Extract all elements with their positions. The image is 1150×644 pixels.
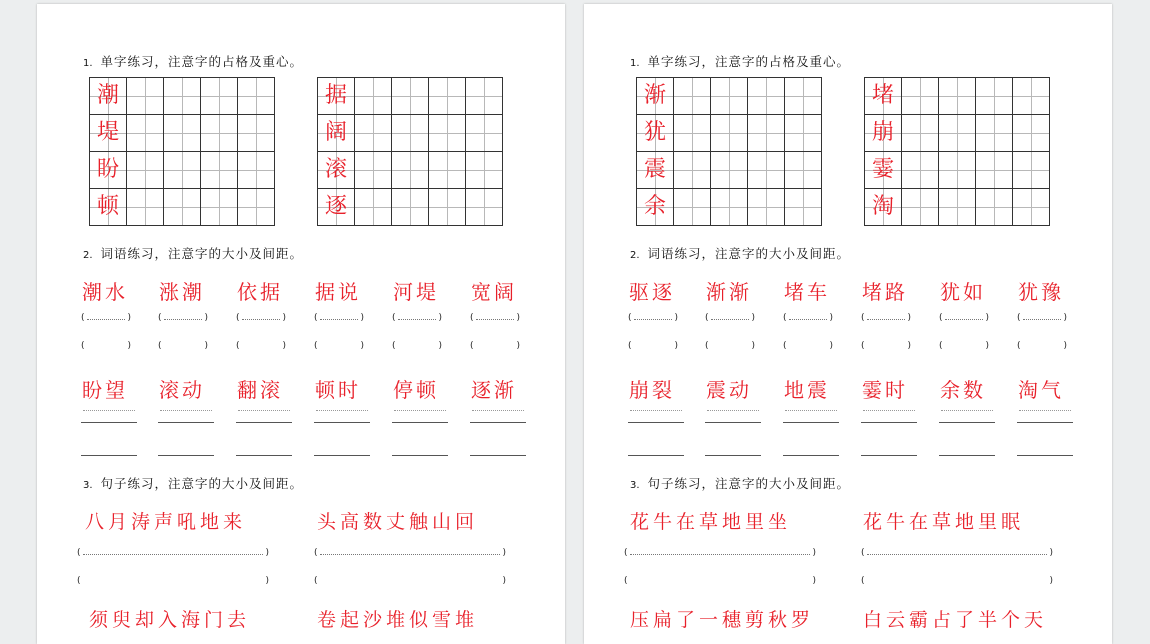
- answer-blank[interactable]: ( ): [939, 341, 989, 351]
- answer-blank[interactable]: ( ): [81, 313, 131, 323]
- answer-blank[interactable]: ( ): [783, 341, 833, 351]
- guide-line: [707, 410, 759, 411]
- guide-line: [238, 410, 290, 411]
- writing-line[interactable]: [861, 422, 917, 423]
- practice-word: 渐渐: [706, 280, 752, 304]
- section-3-heading: 3. 句子练习，注意字的大小及间距。: [83, 476, 304, 491]
- practice-word: 依据: [237, 280, 283, 304]
- practice-word: 余数: [940, 378, 986, 402]
- answer-blank[interactable]: ( ): [470, 313, 520, 323]
- practice-word: 驱逐: [629, 280, 675, 304]
- practice-word: 犹如: [940, 280, 986, 304]
- guide-line: [316, 410, 368, 411]
- answer-blank[interactable]: ( ): [314, 313, 364, 323]
- answer-blank[interactable]: ( ): [392, 341, 442, 351]
- writing-line[interactable]: [158, 422, 214, 423]
- writing-line[interactable]: [861, 455, 917, 456]
- practice-word: 淘气: [1018, 378, 1064, 402]
- answer-blank[interactable]: ( ): [861, 313, 911, 323]
- guide-line: [785, 410, 837, 411]
- grid-char: 堤: [90, 115, 127, 152]
- answer-blank[interactable]: ( ): [861, 341, 911, 351]
- answer-blank[interactable]: ( ): [624, 548, 816, 558]
- answer-blank[interactable]: ( ): [624, 576, 816, 586]
- writing-line[interactable]: [314, 422, 370, 423]
- writing-line[interactable]: [392, 422, 448, 423]
- answer-blank[interactable]: ( ): [1017, 313, 1067, 323]
- writing-line[interactable]: [705, 422, 761, 423]
- sentence: 卷起沙堆似雪堆: [317, 609, 479, 631]
- answer-blank[interactable]: ( ): [77, 576, 269, 586]
- practice-word: 据说: [315, 280, 361, 304]
- practice-word: 逐渐: [471, 378, 517, 402]
- answer-blank[interactable]: ( ): [314, 548, 506, 558]
- grid-char: 余: [637, 189, 674, 226]
- practice-word: 滚动: [159, 378, 205, 402]
- grid-char: 据: [318, 78, 355, 115]
- writing-line[interactable]: [236, 455, 292, 456]
- writing-line[interactable]: [158, 455, 214, 456]
- writing-line[interactable]: [783, 422, 839, 423]
- answer-blank[interactable]: ( ): [1017, 341, 1067, 351]
- grid-char: 犹: [637, 115, 674, 152]
- practice-word: 堵车: [784, 280, 830, 304]
- answer-blank[interactable]: ( ): [81, 341, 131, 351]
- grid-char: 堵: [865, 78, 902, 115]
- answer-blank[interactable]: ( ): [314, 341, 364, 351]
- practice-word: 翻滚: [237, 378, 283, 402]
- writing-line[interactable]: [236, 422, 292, 423]
- grid-char: 逐: [318, 189, 355, 226]
- section-1-heading: 1. 单字练习，注意字的占格及重心。: [630, 54, 851, 69]
- practice-word: 河堤: [393, 280, 439, 304]
- answer-blank[interactable]: ( ): [628, 313, 678, 323]
- grid-char: 霎: [865, 152, 902, 189]
- grid-char: 渐: [637, 78, 674, 115]
- answer-blank[interactable]: ( ): [236, 341, 286, 351]
- practice-word: 停顿: [393, 378, 439, 402]
- guide-line: [1019, 410, 1071, 411]
- practice-word: 震动: [706, 378, 752, 402]
- worksheet-page-left: [37, 4, 565, 644]
- practice-word: 宽阔: [471, 280, 517, 304]
- writing-line[interactable]: [939, 422, 995, 423]
- guide-line: [863, 410, 915, 411]
- char-grid-left: [89, 77, 275, 226]
- writing-line[interactable]: [81, 422, 137, 423]
- sentence: 八月涛声吼地来: [85, 511, 247, 533]
- writing-line[interactable]: [1017, 422, 1073, 423]
- grid-char: 崩: [865, 115, 902, 152]
- sentence: 头高数丈触山回: [317, 511, 479, 533]
- section-2-heading: 2. 词语练习，注意字的大小及间距。: [630, 246, 851, 261]
- char-grid-right: [317, 77, 503, 226]
- guide-line: [630, 410, 682, 411]
- answer-blank[interactable]: ( ): [861, 548, 1053, 558]
- grid-char: 震: [637, 152, 674, 189]
- char-grid-right: [864, 77, 1050, 226]
- grid-char: 潮: [90, 78, 127, 115]
- answer-blank[interactable]: ( ): [705, 341, 755, 351]
- sentence: 白云霸占了半个天: [863, 609, 1048, 631]
- answer-blank[interactable]: ( ): [314, 576, 506, 586]
- writing-line[interactable]: [939, 455, 995, 456]
- grid-char: 顿: [90, 189, 127, 226]
- answer-blank[interactable]: ( ): [705, 313, 755, 323]
- writing-line[interactable]: [470, 422, 526, 423]
- practice-word: 涨潮: [159, 280, 205, 304]
- answer-blank[interactable]: ( ): [861, 576, 1053, 586]
- guide-line: [83, 410, 135, 411]
- grid-char: 盼: [90, 152, 127, 189]
- writing-line[interactable]: [705, 455, 761, 456]
- answer-blank[interactable]: ( ): [158, 341, 208, 351]
- writing-line[interactable]: [81, 455, 137, 456]
- answer-blank[interactable]: ( ): [158, 313, 208, 323]
- practice-word: 顿时: [315, 378, 361, 402]
- practice-word: 盼望: [82, 378, 128, 402]
- answer-blank[interactable]: ( ): [77, 548, 269, 558]
- writing-line[interactable]: [392, 455, 448, 456]
- sentence: 须臾却入海门去: [89, 609, 251, 631]
- grid-char: 滚: [318, 152, 355, 189]
- practice-word: 霎时: [862, 378, 908, 402]
- section-3-heading: 3. 句子练习，注意字的大小及间距。: [630, 476, 851, 491]
- practice-word: 潮水: [82, 280, 128, 304]
- section-2-heading: 2. 词语练习，注意字的大小及间距。: [83, 246, 304, 261]
- writing-line[interactable]: [470, 455, 526, 456]
- sentence: 花牛在草地里坐: [630, 511, 792, 533]
- writing-line[interactable]: [783, 455, 839, 456]
- grid-char: 淘: [865, 189, 902, 226]
- writing-line[interactable]: [1017, 455, 1073, 456]
- writing-line[interactable]: [314, 455, 370, 456]
- writing-line[interactable]: [628, 422, 684, 423]
- guide-line: [941, 410, 993, 411]
- guide-line: [160, 410, 212, 411]
- answer-blank[interactable]: ( ): [939, 313, 989, 323]
- practice-word: 崩裂: [629, 378, 675, 402]
- answer-blank[interactable]: ( ): [392, 313, 442, 323]
- sentence: 花牛在草地里眠: [863, 511, 1025, 533]
- practice-word: 地震: [784, 378, 830, 402]
- practice-word: 堵路: [862, 280, 908, 304]
- answer-blank[interactable]: ( ): [783, 313, 833, 323]
- sentence: 压扁了一穗剪秋罗: [630, 609, 815, 631]
- guide-line: [472, 410, 524, 411]
- grid-char: 阔: [318, 115, 355, 152]
- answer-blank[interactable]: ( ): [470, 341, 520, 351]
- practice-word: 犹豫: [1018, 280, 1064, 304]
- writing-line[interactable]: [628, 455, 684, 456]
- answer-blank[interactable]: ( ): [628, 341, 678, 351]
- guide-line: [394, 410, 446, 411]
- worksheet-page-right: [584, 4, 1112, 644]
- answer-blank[interactable]: ( ): [236, 313, 286, 323]
- char-grid-left: [636, 77, 822, 226]
- section-1-heading: 1. 单字练习，注意字的占格及重心。: [83, 54, 304, 69]
